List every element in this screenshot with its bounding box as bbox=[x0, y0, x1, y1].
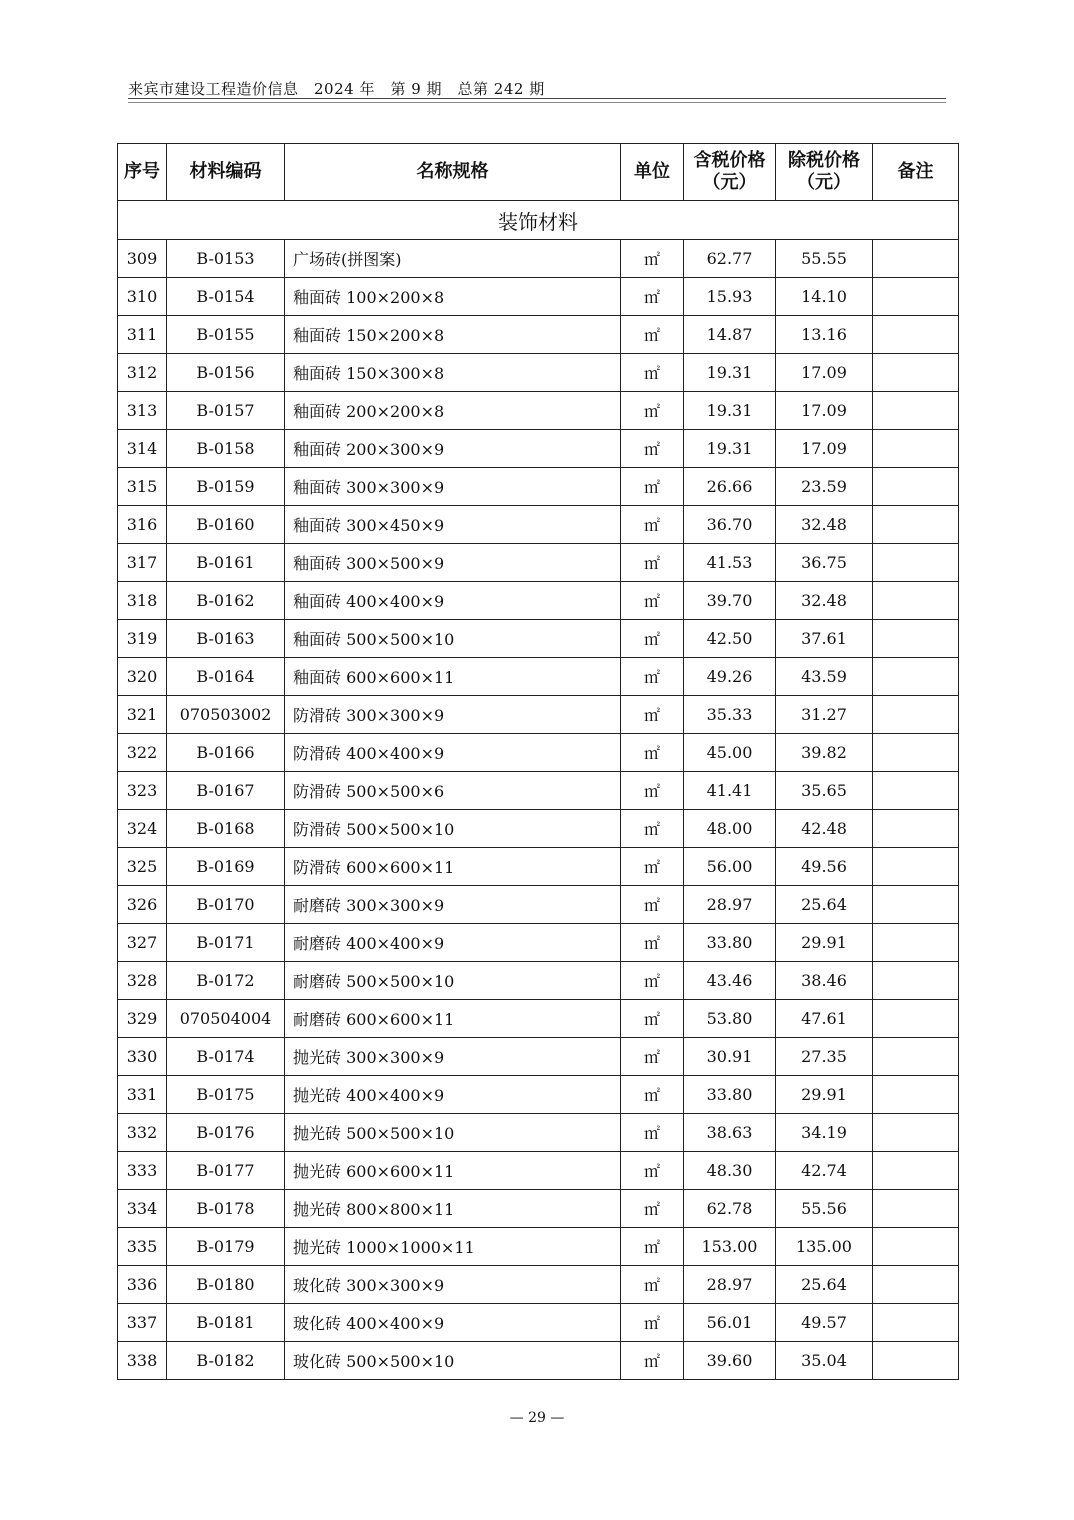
cell-code: B-0166 bbox=[167, 734, 285, 772]
cell-code: B-0180 bbox=[167, 1266, 285, 1304]
cell-no: 317 bbox=[118, 544, 167, 582]
cell-price-notax: 39.82 bbox=[776, 734, 873, 772]
cell-price-notax: 55.55 bbox=[776, 240, 873, 278]
cell-code: B-0176 bbox=[167, 1114, 285, 1152]
cell-price-tax: 39.60 bbox=[684, 1342, 776, 1380]
cell-unit: ㎡ bbox=[621, 392, 684, 430]
cell-price-tax: 19.31 bbox=[684, 354, 776, 392]
cell-price-notax: 29.91 bbox=[776, 1076, 873, 1114]
cell-unit: ㎡ bbox=[621, 1000, 684, 1038]
cell-name: 耐磨砖 400×400×9 bbox=[285, 924, 621, 962]
table-row bbox=[118, 1304, 959, 1342]
cell-no: 312 bbox=[118, 354, 167, 392]
cell-remark bbox=[873, 1228, 959, 1266]
table-row bbox=[118, 468, 959, 506]
cell-price-notax: 42.74 bbox=[776, 1152, 873, 1190]
cell-remark bbox=[873, 1000, 959, 1038]
col-header-code: 材料编码 bbox=[167, 144, 285, 201]
cell-unit: ㎡ bbox=[621, 582, 684, 620]
cell-code: B-0168 bbox=[167, 810, 285, 848]
cell-no: 326 bbox=[118, 886, 167, 924]
cell-remark bbox=[873, 392, 959, 430]
cell-name: 耐磨砖 600×600×11 bbox=[285, 1000, 621, 1038]
cell-price-notax: 23.59 bbox=[776, 468, 873, 506]
cell-price-notax: 47.61 bbox=[776, 1000, 873, 1038]
cell-price-notax: 32.48 bbox=[776, 582, 873, 620]
cell-name: 抛光砖 300×300×9 bbox=[285, 1038, 621, 1076]
cell-no: 331 bbox=[118, 1076, 167, 1114]
cell-no: 320 bbox=[118, 658, 167, 696]
cell-price-tax: 53.80 bbox=[684, 1000, 776, 1038]
table-row bbox=[118, 430, 959, 468]
cell-code: B-0178 bbox=[167, 1190, 285, 1228]
cell-price-tax: 30.91 bbox=[684, 1038, 776, 1076]
cell-price-notax: 17.09 bbox=[776, 430, 873, 468]
cell-price-notax: 49.57 bbox=[776, 1304, 873, 1342]
cell-name: 耐磨砖 300×300×9 bbox=[285, 886, 621, 924]
cell-no: 334 bbox=[118, 1190, 167, 1228]
cell-name: 防滑砖 400×400×9 bbox=[285, 734, 621, 772]
cell-price-tax: 28.97 bbox=[684, 1266, 776, 1304]
cell-no: 327 bbox=[118, 924, 167, 962]
table-row bbox=[118, 734, 959, 772]
cell-unit: ㎡ bbox=[621, 962, 684, 1000]
cell-unit: ㎡ bbox=[621, 734, 684, 772]
cell-price-tax: 153.00 bbox=[684, 1228, 776, 1266]
cell-remark bbox=[873, 810, 959, 848]
cell-no: 328 bbox=[118, 962, 167, 1000]
cell-price-tax: 14.87 bbox=[684, 316, 776, 354]
cell-code: B-0162 bbox=[167, 582, 285, 620]
cell-price-tax: 26.66 bbox=[684, 468, 776, 506]
cell-price-notax: 37.61 bbox=[776, 620, 873, 658]
cell-code: B-0182 bbox=[167, 1342, 285, 1380]
cell-code: B-0160 bbox=[167, 506, 285, 544]
cell-name: 防滑砖 600×600×11 bbox=[285, 848, 621, 886]
table-row bbox=[118, 886, 959, 924]
cell-price-notax: 49.56 bbox=[776, 848, 873, 886]
cell-name: 抛光砖 400×400×9 bbox=[285, 1076, 621, 1114]
cell-name: 釉面砖 300×450×9 bbox=[285, 506, 621, 544]
cell-code: B-0174 bbox=[167, 1038, 285, 1076]
cell-remark bbox=[873, 354, 959, 392]
cell-no: 323 bbox=[118, 772, 167, 810]
cell-name: 玻化砖 500×500×10 bbox=[285, 1342, 621, 1380]
cell-remark bbox=[873, 544, 959, 582]
cell-no: 333 bbox=[118, 1152, 167, 1190]
cell-price-tax: 38.63 bbox=[684, 1114, 776, 1152]
cell-name: 釉面砖 150×300×8 bbox=[285, 354, 621, 392]
section-row bbox=[118, 201, 959, 240]
table-row bbox=[118, 848, 959, 886]
cell-remark bbox=[873, 1152, 959, 1190]
cell-remark bbox=[873, 848, 959, 886]
table-row bbox=[118, 278, 959, 316]
cell-remark bbox=[873, 1038, 959, 1076]
cell-no: 311 bbox=[118, 316, 167, 354]
cell-code: B-0159 bbox=[167, 468, 285, 506]
cell-price-notax: 32.48 bbox=[776, 506, 873, 544]
cell-name: 玻化砖 400×400×9 bbox=[285, 1304, 621, 1342]
cell-price-tax: 19.31 bbox=[684, 392, 776, 430]
cell-unit: ㎡ bbox=[621, 658, 684, 696]
running-header: 来宾市建设工程造价信息 2024 年 第 9 期 总第 242 期 bbox=[128, 80, 545, 98]
cell-code: B-0179 bbox=[167, 1228, 285, 1266]
table-row bbox=[118, 962, 959, 1000]
cell-unit: ㎡ bbox=[621, 544, 684, 582]
cell-name: 釉面砖 500×500×10 bbox=[285, 620, 621, 658]
table-row bbox=[118, 1266, 959, 1304]
cell-price-tax: 19.31 bbox=[684, 430, 776, 468]
col-header-name: 名称规格 bbox=[285, 144, 621, 201]
cell-price-notax: 13.16 bbox=[776, 316, 873, 354]
cell-code: B-0163 bbox=[167, 620, 285, 658]
cell-remark bbox=[873, 696, 959, 734]
cell-price-tax: 41.41 bbox=[684, 772, 776, 810]
table-row bbox=[118, 1342, 959, 1380]
cell-no: 316 bbox=[118, 506, 167, 544]
cell-remark bbox=[873, 1342, 959, 1380]
cell-unit: ㎡ bbox=[621, 810, 684, 848]
cell-unit: ㎡ bbox=[621, 1228, 684, 1266]
cell-remark bbox=[873, 772, 959, 810]
table-row bbox=[118, 1152, 959, 1190]
cell-price-tax: 56.01 bbox=[684, 1304, 776, 1342]
cell-unit: ㎡ bbox=[621, 1114, 684, 1152]
cell-price-notax: 25.64 bbox=[776, 886, 873, 924]
cell-price-tax: 56.00 bbox=[684, 848, 776, 886]
table-row bbox=[118, 1076, 959, 1114]
table-row bbox=[118, 772, 959, 810]
cell-price-notax: 55.56 bbox=[776, 1190, 873, 1228]
cell-name: 抛光砖 800×800×11 bbox=[285, 1190, 621, 1228]
cell-price-tax: 48.30 bbox=[684, 1152, 776, 1190]
cell-remark bbox=[873, 924, 959, 962]
cell-price-tax: 42.50 bbox=[684, 620, 776, 658]
cell-no: 325 bbox=[118, 848, 167, 886]
cell-price-notax: 42.48 bbox=[776, 810, 873, 848]
table-row bbox=[118, 240, 959, 278]
cell-name: 防滑砖 300×300×9 bbox=[285, 696, 621, 734]
cell-code: B-0154 bbox=[167, 278, 285, 316]
cell-unit: ㎡ bbox=[621, 506, 684, 544]
cell-remark bbox=[873, 468, 959, 506]
cell-price-notax: 38.46 bbox=[776, 962, 873, 1000]
cell-name: 釉面砖 200×300×9 bbox=[285, 430, 621, 468]
cell-no: 336 bbox=[118, 1266, 167, 1304]
cell-no: 314 bbox=[118, 430, 167, 468]
cell-price-tax: 35.33 bbox=[684, 696, 776, 734]
col-header-price-notax: 除税价格 （元） bbox=[776, 144, 873, 201]
cell-no: 309 bbox=[118, 240, 167, 278]
col-header-no: 序号 bbox=[118, 144, 167, 201]
table-row bbox=[118, 696, 959, 734]
cell-code: B-0170 bbox=[167, 886, 285, 924]
cell-remark bbox=[873, 316, 959, 354]
cell-code: B-0157 bbox=[167, 392, 285, 430]
cell-price-tax: 62.77 bbox=[684, 240, 776, 278]
cell-name: 抛光砖 500×500×10 bbox=[285, 1114, 621, 1152]
cell-remark bbox=[873, 1304, 959, 1342]
cell-name: 耐磨砖 500×500×10 bbox=[285, 962, 621, 1000]
cell-name: 釉面砖 400×400×9 bbox=[285, 582, 621, 620]
cell-code: B-0158 bbox=[167, 430, 285, 468]
cell-price-notax: 135.00 bbox=[776, 1228, 873, 1266]
cell-price-tax: 28.97 bbox=[684, 886, 776, 924]
table-row bbox=[118, 1038, 959, 1076]
table-row bbox=[118, 354, 959, 392]
cell-code: B-0167 bbox=[167, 772, 285, 810]
cell-code: B-0161 bbox=[167, 544, 285, 582]
cell-no: 335 bbox=[118, 1228, 167, 1266]
cell-no: 338 bbox=[118, 1342, 167, 1380]
cell-unit: ㎡ bbox=[621, 468, 684, 506]
cell-code: B-0169 bbox=[167, 848, 285, 886]
cell-unit: ㎡ bbox=[621, 1152, 684, 1190]
cell-price-notax: 36.75 bbox=[776, 544, 873, 582]
table-row bbox=[118, 582, 959, 620]
cell-name: 玻化砖 300×300×9 bbox=[285, 1266, 621, 1304]
cell-remark bbox=[873, 506, 959, 544]
col-header-remark: 备注 bbox=[873, 144, 959, 201]
cell-unit: ㎡ bbox=[621, 924, 684, 962]
cell-name: 釉面砖 300×500×9 bbox=[285, 544, 621, 582]
table-row bbox=[118, 1190, 959, 1228]
cell-price-tax: 62.78 bbox=[684, 1190, 776, 1228]
cell-unit: ㎡ bbox=[621, 696, 684, 734]
cell-remark bbox=[873, 734, 959, 772]
cell-code: B-0153 bbox=[167, 240, 285, 278]
cell-name: 釉面砖 300×300×9 bbox=[285, 468, 621, 506]
table-row bbox=[118, 1000, 959, 1038]
cell-remark bbox=[873, 582, 959, 620]
cell-unit: ㎡ bbox=[621, 430, 684, 468]
cell-price-tax: 41.53 bbox=[684, 544, 776, 582]
cell-code: B-0181 bbox=[167, 1304, 285, 1342]
cell-price-tax: 33.80 bbox=[684, 1076, 776, 1114]
cell-no: 321 bbox=[118, 696, 167, 734]
cell-code: B-0164 bbox=[167, 658, 285, 696]
cell-price-notax: 29.91 bbox=[776, 924, 873, 962]
cell-no: 337 bbox=[118, 1304, 167, 1342]
cell-unit: ㎡ bbox=[621, 1342, 684, 1380]
cell-name: 防滑砖 500×500×6 bbox=[285, 772, 621, 810]
cell-code: B-0175 bbox=[167, 1076, 285, 1114]
cell-name: 抛光砖 1000×1000×11 bbox=[285, 1228, 621, 1266]
cell-remark bbox=[873, 962, 959, 1000]
cell-name: 釉面砖 150×200×8 bbox=[285, 316, 621, 354]
cell-price-tax: 43.46 bbox=[684, 962, 776, 1000]
table-row bbox=[118, 316, 959, 354]
cell-price-notax: 27.35 bbox=[776, 1038, 873, 1076]
table-row bbox=[118, 506, 959, 544]
cell-price-notax: 35.04 bbox=[776, 1342, 873, 1380]
cell-unit: ㎡ bbox=[621, 1038, 684, 1076]
cell-price-notax: 14.10 bbox=[776, 278, 873, 316]
cell-no: 318 bbox=[118, 582, 167, 620]
cell-price-tax: 49.26 bbox=[684, 658, 776, 696]
cell-price-tax: 36.70 bbox=[684, 506, 776, 544]
cell-unit: ㎡ bbox=[621, 1076, 684, 1114]
cell-price-tax: 33.80 bbox=[684, 924, 776, 962]
cell-price-notax: 25.64 bbox=[776, 1266, 873, 1304]
cell-no: 329 bbox=[118, 1000, 167, 1038]
cell-unit: ㎡ bbox=[621, 354, 684, 392]
cell-unit: ㎡ bbox=[621, 1266, 684, 1304]
col-header-price-tax: 含税价格 （元） bbox=[684, 144, 776, 201]
table-row bbox=[118, 1114, 959, 1152]
cell-name: 抛光砖 600×600×11 bbox=[285, 1152, 621, 1190]
cell-name: 釉面砖 100×200×8 bbox=[285, 278, 621, 316]
cell-remark bbox=[873, 1190, 959, 1228]
cell-code: B-0171 bbox=[167, 924, 285, 962]
table-row bbox=[118, 1228, 959, 1266]
cell-unit: ㎡ bbox=[621, 1190, 684, 1228]
cell-price-notax: 43.59 bbox=[776, 658, 873, 696]
table-row bbox=[118, 544, 959, 582]
section-title: 装饰材料 bbox=[118, 201, 959, 240]
cell-unit: ㎡ bbox=[621, 240, 684, 278]
cell-name: 釉面砖 200×200×8 bbox=[285, 392, 621, 430]
cell-price-tax: 39.70 bbox=[684, 582, 776, 620]
cell-no: 315 bbox=[118, 468, 167, 506]
cell-price-notax: 31.27 bbox=[776, 696, 873, 734]
cell-unit: ㎡ bbox=[621, 772, 684, 810]
cell-unit: ㎡ bbox=[621, 316, 684, 354]
cell-unit: ㎡ bbox=[621, 1304, 684, 1342]
table-row bbox=[118, 810, 959, 848]
table-row bbox=[118, 620, 959, 658]
cell-no: 332 bbox=[118, 1114, 167, 1152]
cell-remark bbox=[873, 430, 959, 468]
cell-code: B-0156 bbox=[167, 354, 285, 392]
cell-price-tax: 45.00 bbox=[684, 734, 776, 772]
cell-price-tax: 15.93 bbox=[684, 278, 776, 316]
cell-price-tax: 48.00 bbox=[684, 810, 776, 848]
table-header-row bbox=[118, 144, 959, 201]
cell-no: 322 bbox=[118, 734, 167, 772]
cell-no: 330 bbox=[118, 1038, 167, 1076]
cell-no: 313 bbox=[118, 392, 167, 430]
cell-remark bbox=[873, 278, 959, 316]
price-table bbox=[117, 143, 959, 1380]
header-rule bbox=[128, 98, 946, 99]
cell-remark bbox=[873, 1266, 959, 1304]
cell-remark bbox=[873, 1076, 959, 1114]
page-number: — 29 — bbox=[509, 1410, 565, 1426]
col-header-unit: 单位 bbox=[621, 144, 684, 201]
cell-code: B-0155 bbox=[167, 316, 285, 354]
cell-name: 釉面砖 600×600×11 bbox=[285, 658, 621, 696]
cell-code: 070504004 bbox=[167, 1000, 285, 1038]
cell-price-notax: 17.09 bbox=[776, 392, 873, 430]
cell-remark bbox=[873, 240, 959, 278]
cell-remark bbox=[873, 886, 959, 924]
header-rule-thin bbox=[128, 102, 946, 103]
cell-remark bbox=[873, 620, 959, 658]
cell-code: 070503002 bbox=[167, 696, 285, 734]
cell-name: 广场砖(拼图案) bbox=[285, 240, 621, 278]
cell-unit: ㎡ bbox=[621, 848, 684, 886]
cell-unit: ㎡ bbox=[621, 620, 684, 658]
table-row bbox=[118, 392, 959, 430]
cell-unit: ㎡ bbox=[621, 886, 684, 924]
cell-price-notax: 35.65 bbox=[776, 772, 873, 810]
table-row bbox=[118, 924, 959, 962]
cell-remark bbox=[873, 658, 959, 696]
cell-no: 324 bbox=[118, 810, 167, 848]
table-row bbox=[118, 658, 959, 696]
cell-unit: ㎡ bbox=[621, 278, 684, 316]
cell-code: B-0172 bbox=[167, 962, 285, 1000]
cell-no: 310 bbox=[118, 278, 167, 316]
cell-code: B-0177 bbox=[167, 1152, 285, 1190]
cell-remark bbox=[873, 1114, 959, 1152]
cell-price-notax: 34.19 bbox=[776, 1114, 873, 1152]
cell-price-notax: 17.09 bbox=[776, 354, 873, 392]
cell-no: 319 bbox=[118, 620, 167, 658]
cell-name: 防滑砖 500×500×10 bbox=[285, 810, 621, 848]
